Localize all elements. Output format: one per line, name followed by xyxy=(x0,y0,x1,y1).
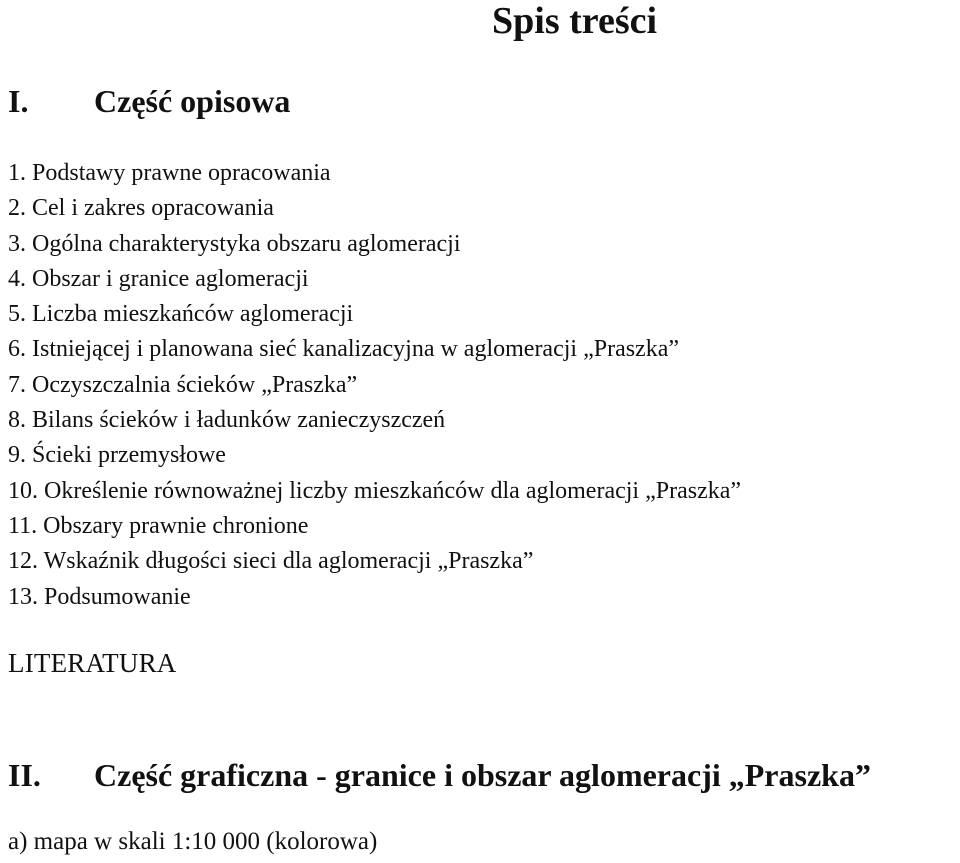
section-title: Część graficzna - granice i obszar aglomeracji „Praszka” xyxy=(94,757,871,793)
table-of-contents xyxy=(8,156,948,615)
toc-item xyxy=(8,509,948,544)
toc-item-number: 6. xyxy=(8,336,26,363)
page-title: Spis treści xyxy=(492,0,658,42)
toc-item-label: Wskaźnik długości sieci dla aglomeracji „Praszka” xyxy=(43,548,534,575)
toc-item-number: 5. xyxy=(8,301,26,328)
section-heading-graphic xyxy=(8,756,871,794)
toc-item-number: 2. xyxy=(8,195,26,222)
toc-item xyxy=(8,227,948,262)
map-item-label: mapa w skali 1:10 000 (kolorowa) xyxy=(33,828,378,855)
toc-item xyxy=(8,297,948,332)
toc-item xyxy=(8,156,948,191)
section-heading-descriptive xyxy=(8,82,290,120)
toc-item-number: 3. xyxy=(8,230,26,257)
toc-item-number: 7. xyxy=(8,371,26,398)
toc-item xyxy=(8,368,948,403)
toc-item-number: 13. xyxy=(8,583,38,610)
toc-item-label: Istniejącej i planowana sieć kanalizacyjna w aglomeracji „Praszka” xyxy=(32,336,680,363)
toc-item xyxy=(8,544,948,579)
toc-item xyxy=(8,438,948,473)
toc-item-label: Ścieki przemysłowe xyxy=(32,442,226,469)
toc-item-number: 11. xyxy=(8,512,38,539)
toc-item-number: 8. xyxy=(8,407,26,434)
toc-item-label: Obszary prawnie chronione xyxy=(43,512,309,539)
toc-item xyxy=(8,262,948,297)
toc-item xyxy=(8,332,948,367)
toc-item-label: Podsumowanie xyxy=(44,583,191,610)
toc-item-number: 1. xyxy=(8,160,26,186)
toc-item-label: Liczba mieszkańców aglomeracji xyxy=(32,301,354,328)
section-numeral: II. xyxy=(8,757,41,793)
literature-heading: LITERATURA xyxy=(8,648,177,678)
toc-item-label: Cel i zakres opracowania xyxy=(32,195,274,222)
section-numeral: I. xyxy=(8,83,29,119)
toc-item xyxy=(8,191,948,226)
toc-item-label: Oczyszczalnia ścieków „Praszka” xyxy=(32,371,358,398)
toc-item xyxy=(8,474,948,509)
toc-item xyxy=(8,403,948,438)
toc-item-number: 9. xyxy=(8,442,26,469)
toc-item-number: 10. xyxy=(8,477,38,504)
toc-item xyxy=(8,580,948,615)
toc-item-label: Obszar i granice aglomeracji xyxy=(32,265,309,292)
section-title: Część opisowa xyxy=(94,83,291,119)
list-marker: a) xyxy=(8,828,28,855)
toc-item-label: Podstawy prawne opracowania xyxy=(32,160,331,186)
toc-item-label: Ogólna charakterystyka obszaru aglomeracji xyxy=(32,230,461,257)
toc-item-number: 12. xyxy=(8,548,38,575)
toc-item-label: Bilans ścieków i ładunków zanieczyszczeń xyxy=(32,407,446,434)
toc-item-label: Określenie równoważnej liczby mieszkańców dla aglomeracji „Praszka” xyxy=(44,477,742,504)
map-list-item xyxy=(8,826,377,858)
toc-item-number: 4. xyxy=(8,265,26,292)
